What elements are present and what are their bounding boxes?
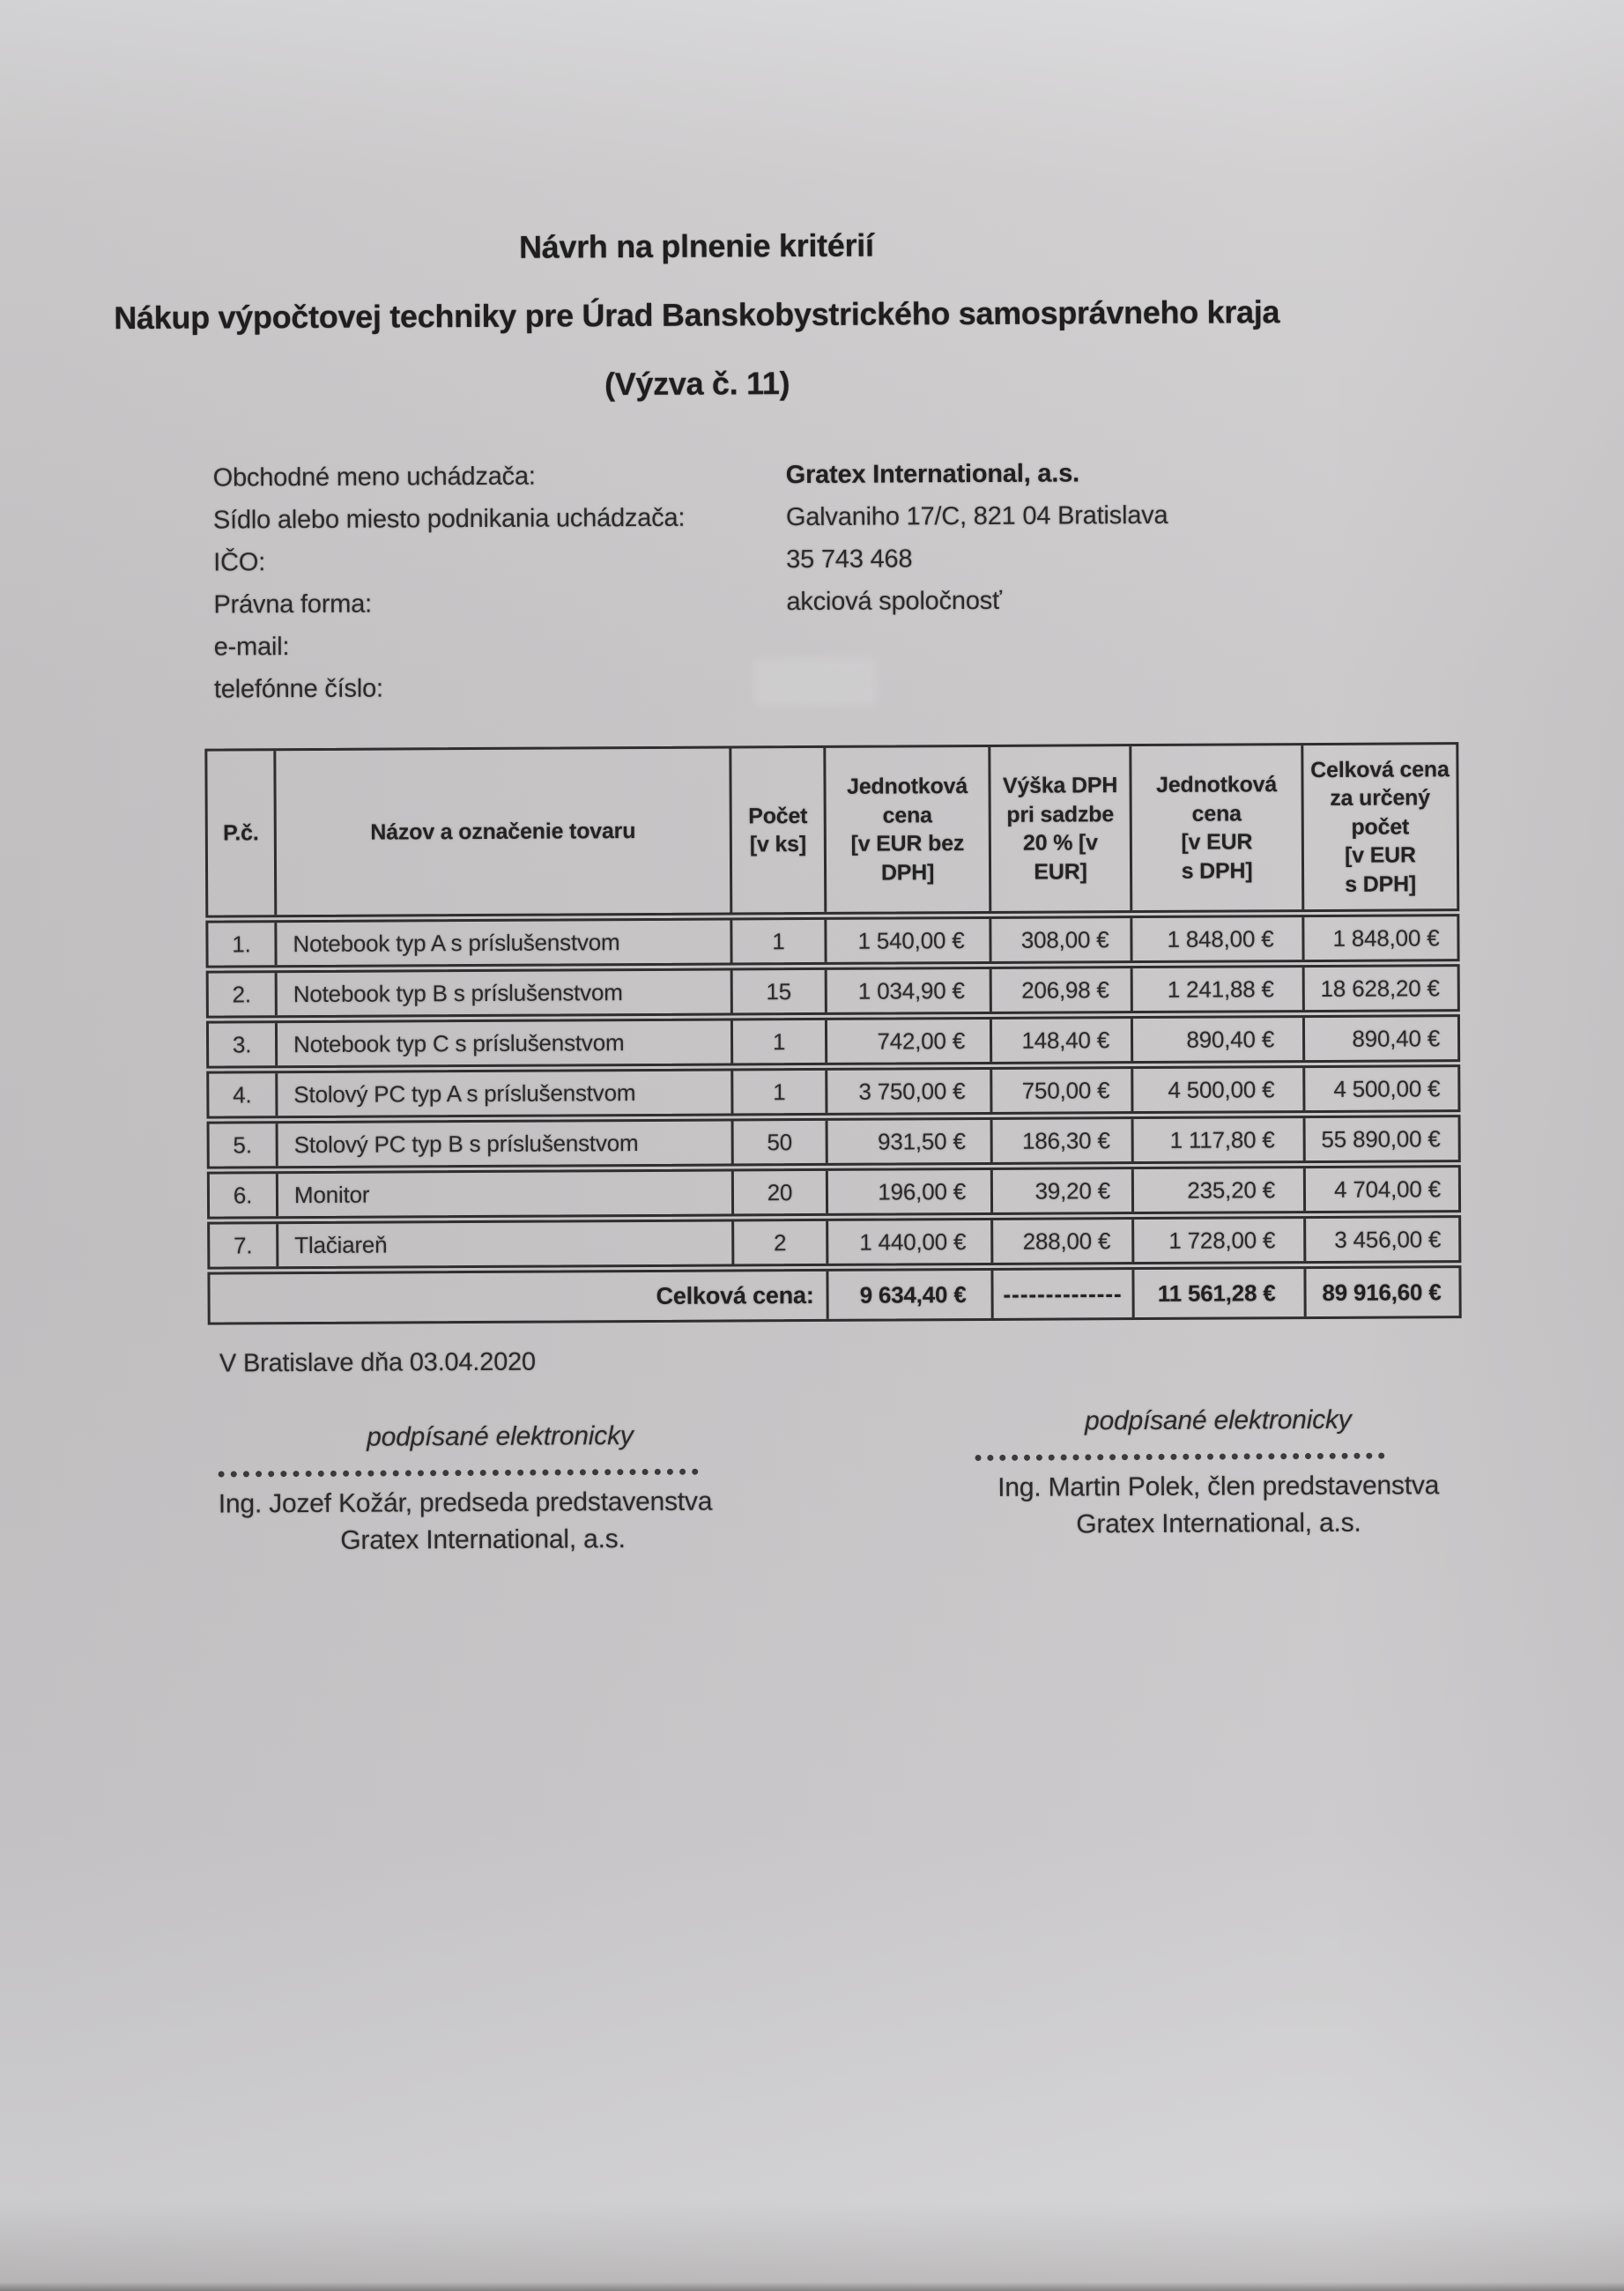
bidder-legal-form-label: Právna forma: [213, 589, 373, 619]
table-cell: Notebook typ B s príslušenstvom [278, 970, 733, 1015]
total-net: 9 634,40 € [828, 1271, 993, 1319]
table-cell: 1 728,00 € [1134, 1219, 1306, 1262]
scan-edge-shadow [0, 2282, 1624, 2291]
signature-block-right [971, 1405, 1465, 1540]
signature-name: Ing. Martin Polek, člen predstavenstva [997, 1471, 1440, 1502]
table-cell: Notebook typ C s príslušenstvom [278, 1020, 733, 1065]
table-cell: 18 628,20 € [1320, 974, 1440, 1002]
bidder-ico-label: IČO: [213, 547, 266, 577]
bidder-email-value [787, 641, 1316, 644]
bidder-phone-label: telefónne číslo: [213, 674, 383, 704]
table-cell: 2. [209, 973, 278, 1015]
signature-dotted-line [975, 1453, 1385, 1461]
bidder-info-row [213, 536, 1315, 584]
document-title: Návrh na plnenie kritérií [518, 226, 874, 265]
table-cell: 1 540,00 € [827, 919, 991, 962]
bidder-address-value: Galvaniho 17/C, 821 04 Bratislava [785, 500, 1168, 531]
table-cell: 196,00 € [828, 1170, 993, 1213]
table-cell: 1 [733, 1020, 827, 1064]
header-cell-index: P.č. [207, 751, 277, 915]
total-gross-unit: 11 561,28 € [1134, 1269, 1306, 1317]
total-label: Celková cena: [210, 1272, 828, 1323]
table-cell: 890,40 € [1352, 1024, 1441, 1052]
table-cell: 50 [734, 1121, 828, 1164]
table-cell: 1 848,00 € [1132, 917, 1304, 960]
header-cell-unit-price-gross: Jednotková cena [v EUR s DPH] [1131, 745, 1304, 910]
table-cell: 206,98 € [992, 968, 1133, 1012]
table-cell: 186,30 € [993, 1119, 1134, 1162]
table-cell: 890,40 € [1133, 1018, 1305, 1061]
bidder-name-label: Obchodné meno uchádzača: [212, 462, 536, 493]
table-cell: 148,40 € [992, 1019, 1133, 1062]
table-cell: Monitor [278, 1171, 734, 1216]
table-cell: 235,20 € [1134, 1168, 1306, 1212]
table-cell: 15 [733, 970, 827, 1013]
table-cell: 4 704,00 € [1333, 1175, 1442, 1203]
total-vat-dashes: -------------- [993, 1270, 1134, 1318]
table-cell: 742,00 € [827, 1019, 992, 1063]
table-cell: 1 [732, 920, 827, 963]
table-header-row [204, 742, 1459, 917]
signature-name: Ing. Jozef Kožár, predseda predstavenstva [218, 1487, 713, 1519]
signature-note: podpísané elektronicky [1085, 1405, 1352, 1436]
table-cell: 7. [210, 1224, 278, 1266]
table-cell: Stolový PC typ B s príslušenstvom [278, 1121, 734, 1166]
items-table [204, 742, 1461, 1324]
table-cell: 4 500,00 € [1133, 1068, 1305, 1111]
header-cell-item-name: Názov a označenie tovaru [276, 748, 732, 915]
table-cell: 2 [734, 1221, 828, 1264]
bidder-info-row [213, 578, 1315, 627]
table-cell: 55 890,00 € [1321, 1124, 1441, 1153]
bidder-email-label: e-mail: [213, 632, 290, 662]
document-call-number: (Výzva č. 11) [604, 365, 790, 403]
table-cell: 1 241,88 € [1133, 968, 1305, 1011]
table-cell: 288,00 € [993, 1220, 1134, 1263]
table-cell: 4. [209, 1073, 278, 1116]
table-cell: 1 848,00 € [1332, 923, 1440, 952]
signature-company: Gratex International, a.s. [1076, 1508, 1361, 1539]
table-total-row [207, 1265, 1461, 1324]
signature-note: podpísané elektronicky [367, 1421, 634, 1452]
bidder-info-row [213, 451, 1315, 500]
table-cell: 750,00 € [992, 1069, 1133, 1112]
header-cell-total-price: Celková cena za určený počet [v EUR s DPH] [1310, 756, 1450, 897]
table-row [206, 1064, 1460, 1118]
header-cell-vat: Výška DPH pri sadzbe 20 % [v EUR] [990, 746, 1132, 911]
table-cell: 3. [209, 1023, 278, 1065]
table-row [207, 1115, 1461, 1168]
table-cell: Stolový PC typ A s príslušenstvom [278, 1071, 733, 1116]
table-cell: 308,00 € [991, 918, 1132, 961]
redacted-area [754, 659, 876, 706]
table-cell: 1 034,90 € [827, 969, 992, 1012]
signature-dotted-line [219, 1469, 699, 1478]
table-cell: 6. [210, 1174, 278, 1216]
signature-block-left [218, 1420, 782, 1556]
bidder-info-row [213, 493, 1315, 542]
table-cell: 4 500,00 € [1333, 1074, 1441, 1102]
table-cell: 1. [208, 923, 277, 965]
table-row [206, 964, 1460, 1018]
place-and-date: V Bratislave dňa 03.04.2020 [219, 1347, 537, 1378]
table-cell: 1 117,80 € [1134, 1118, 1306, 1161]
table-cell: 3 456,00 € [1334, 1225, 1442, 1253]
table-cell: 5. [210, 1123, 278, 1166]
table-row [207, 1215, 1461, 1269]
table-cell: Tlačiareň [278, 1221, 734, 1266]
table-cell: Notebook typ A s príslušenstvom [277, 920, 732, 965]
table-cell: 20 [734, 1171, 828, 1214]
signature-company: Gratex International, a.s. [340, 1524, 626, 1555]
header-cell-unit-price-net: Jednotková cena [v EUR bez DPH] [826, 747, 991, 912]
bidder-legal-form-value: akciová spoločnosť [786, 586, 1002, 616]
table-cell: 3 750,00 € [827, 1070, 992, 1113]
table-cell: 1 440,00 € [828, 1220, 993, 1264]
bidder-ico-value: 35 743 468 [786, 544, 913, 574]
title-block [0, 209, 1398, 422]
table-cell: 931,50 € [828, 1120, 993, 1163]
document-subtitle: Nákup výpočtovej techniky pre Úrad Banskobystrického samosprávneho kraja [114, 293, 1280, 337]
bidder-name-value: Gratex International, a.s. [785, 458, 1080, 489]
table-row [205, 914, 1459, 968]
table-row [207, 1165, 1461, 1219]
table-cell: 1 [733, 1071, 827, 1114]
header-cell-quantity: Počet [v ks] [731, 748, 827, 913]
table-row [206, 1014, 1460, 1068]
table-cell: 39,20 € [993, 1169, 1134, 1212]
total-grand: 89 916,60 € [1322, 1278, 1442, 1306]
bidder-address-label: Sídlo alebo miesto podnikania uchádzača: [212, 503, 686, 535]
